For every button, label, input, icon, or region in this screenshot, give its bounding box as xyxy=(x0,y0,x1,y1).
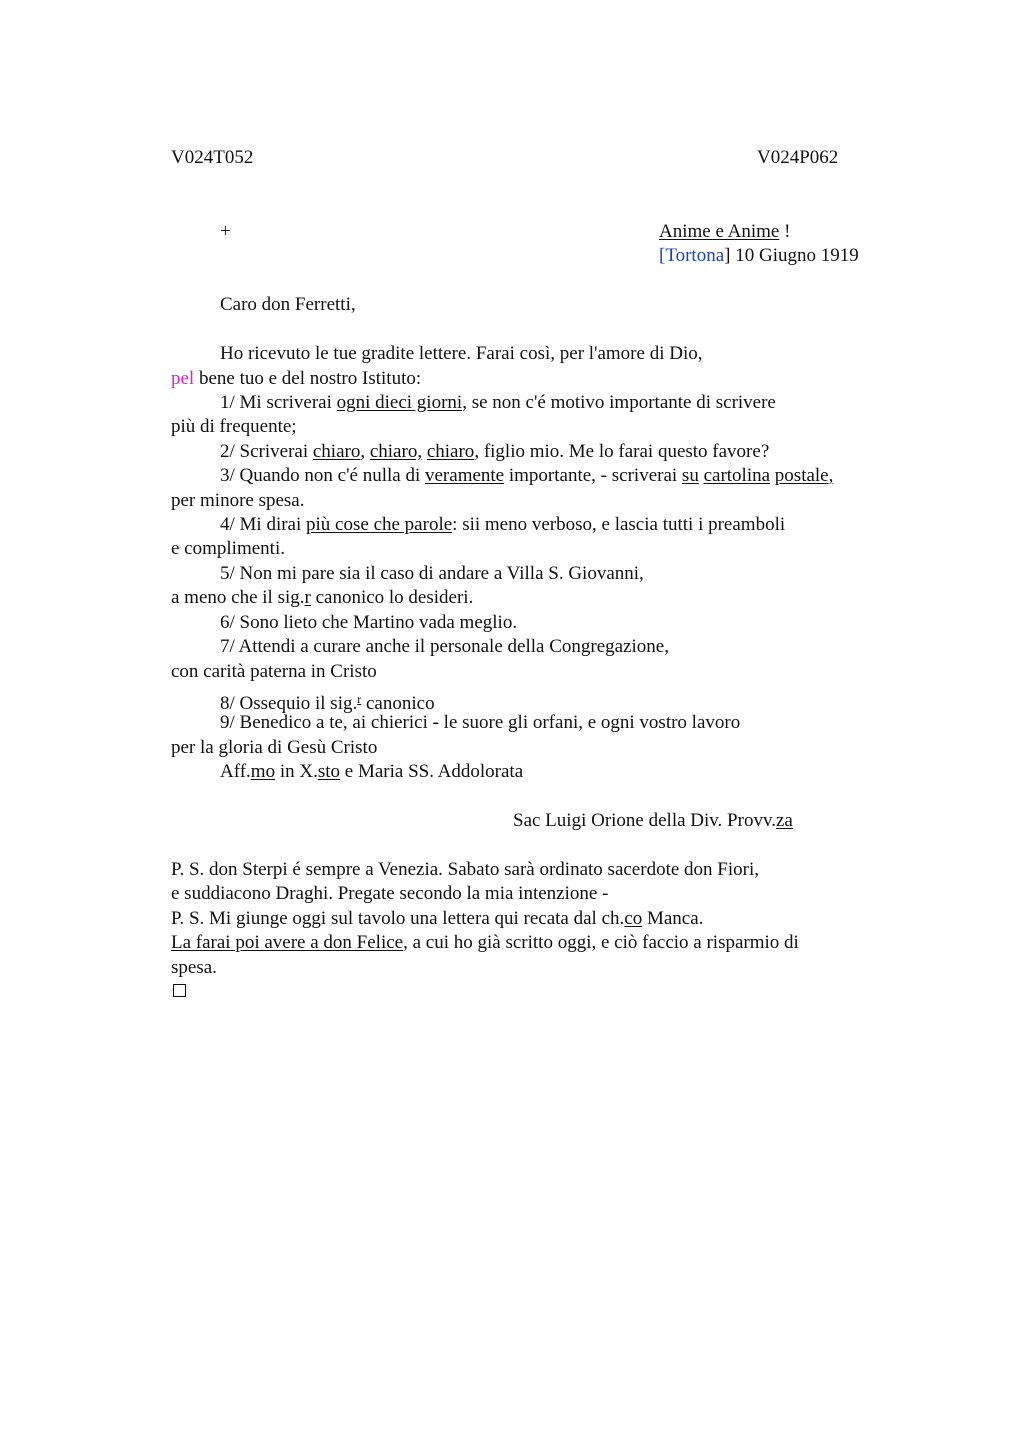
item-8-rest: canonico xyxy=(361,693,435,714)
postscript-1-line-2: e suddiacono Draghi. Pregate secondo la mia intenzione - xyxy=(171,883,609,904)
signature-za: za xyxy=(775,810,793,831)
item-3-continued: per minore spesa. xyxy=(171,490,305,511)
item-4-rest: : sii meno verboso, e lascia tutti i preamboli xyxy=(452,514,786,535)
ps2-lead: P. S. Mi giunge oggi sul tavolo una lettera qui recata dal ch. xyxy=(171,908,625,929)
ps2-underlined: La farai poi avere a don Felice xyxy=(171,932,404,953)
item-4 xyxy=(220,513,785,537)
document-code-right: V024P062 xyxy=(757,147,839,168)
item-3-lead: 3/ Quando non c'é nulla di xyxy=(220,465,425,486)
intro-line-1: Ho ricevuto le tue gradite lettere. Farai così, per l'amore di Dio, xyxy=(220,343,703,364)
intro-line-2 xyxy=(171,367,421,391)
motto xyxy=(659,220,790,244)
item-5-cont-r: r xyxy=(304,587,311,608)
item-5: 5/ Non mi pare sia il caso di andare a Villa S. Giovanni, xyxy=(220,563,644,584)
item-3 xyxy=(220,464,833,488)
item-2 xyxy=(220,440,769,464)
item-1 xyxy=(220,391,776,415)
document-code-left: V024T052 xyxy=(171,147,254,168)
motto-text: Anime e Anime xyxy=(659,221,780,242)
ps2-manca: Manca. xyxy=(642,908,704,929)
postscript-2-line-3: spesa. xyxy=(171,957,217,978)
item-2-rest: , figlio mio. Me lo farai questo favore? xyxy=(474,441,770,462)
place-name: Tortona xyxy=(665,245,725,266)
item-6: 6/ Sono lieto che Martino vada meglio. xyxy=(220,612,518,633)
item-1-underlined: ogni dieci giorni xyxy=(336,392,463,413)
item-3-veramente: veramente xyxy=(425,465,505,486)
postscript-2-line-1 xyxy=(171,907,703,931)
intro-line-2-text: bene tuo e del nostro Istituto: xyxy=(194,368,422,389)
item-3-comma: , xyxy=(828,465,834,486)
item-4-lead: 4/ Mi dirai xyxy=(220,514,307,535)
item-3-cartolina: cartolina xyxy=(703,465,771,486)
item-7: 7/ Attendi a curare anche il personale della Congregazione, xyxy=(220,636,669,657)
item-4-underlined: più cose che parole xyxy=(306,514,453,535)
closing-x: in X. xyxy=(275,761,318,782)
ps2-rest: , a cui ho già scritto oggi, e ciò faccio a risparmio di xyxy=(403,932,799,953)
pel-word: pel xyxy=(171,368,195,389)
item-8-superscript-r: r xyxy=(357,692,362,706)
closing-aff: Aff. xyxy=(220,761,251,782)
item-5-cont-lead: a meno che il sig. xyxy=(171,587,305,608)
item-8-lead: 8/ Ossequio il sig. xyxy=(220,693,358,714)
item-3-su: su xyxy=(681,465,699,486)
item-3-postale: postale xyxy=(774,465,829,486)
postscript-2-line-2 xyxy=(171,931,799,955)
item-9: 9/ Benedico a te, ai chierici - le suore gli orfani, e ogni vostro lavoro xyxy=(220,712,741,733)
motto-exclamation: ! xyxy=(779,221,791,242)
item-2-sep-1: , xyxy=(360,441,370,462)
item-7-continued: con carità paterna in Cristo xyxy=(171,661,377,682)
ps2-co: co xyxy=(624,908,643,929)
item-3-middle: importante, - scriverai xyxy=(504,465,682,486)
postscript-1-line-1: P. S. don Sterpi é sempre a Venezia. Sabato sarà ordinato sacerdote don Fiori, xyxy=(171,859,759,880)
item-2-chiaro-2: chiaro, xyxy=(369,441,423,462)
closing-rest: e Maria SS. Addolorata xyxy=(340,761,524,782)
item-2-chiaro-1: chiaro xyxy=(312,441,361,462)
item-2-chiaro-3: chiaro xyxy=(426,441,475,462)
end-box-icon xyxy=(173,984,186,997)
item-2-lead: 2/ Scriverai xyxy=(220,441,313,462)
letter-date: 10 Giugno 1919 xyxy=(730,245,859,266)
cross-mark: + xyxy=(220,221,231,242)
place-date xyxy=(659,244,859,268)
signature-text: Sac Luigi Orione della Div. Provv. xyxy=(513,810,776,831)
item-9-continued: per la gloria di Gesù Cristo xyxy=(171,737,378,758)
item-5-continued xyxy=(171,586,473,610)
closing xyxy=(220,760,523,784)
item-5-cont-rest: canonico lo desideri. xyxy=(310,587,474,608)
bracket-close: ] xyxy=(724,245,731,266)
bracket-open: [ xyxy=(659,245,666,266)
closing-mo: mo xyxy=(250,761,276,782)
signature xyxy=(513,809,793,833)
item-1-continued: più di frequente; xyxy=(171,416,297,437)
item-1-rest: , se non c'é motivo importante di scrivere xyxy=(462,392,776,413)
item-1-lead: 1/ Mi scriverai xyxy=(220,392,337,413)
salutation: Caro don Ferretti, xyxy=(220,294,356,315)
item-4-continued: e complimenti. xyxy=(171,538,285,559)
closing-sto: sto xyxy=(317,761,341,782)
